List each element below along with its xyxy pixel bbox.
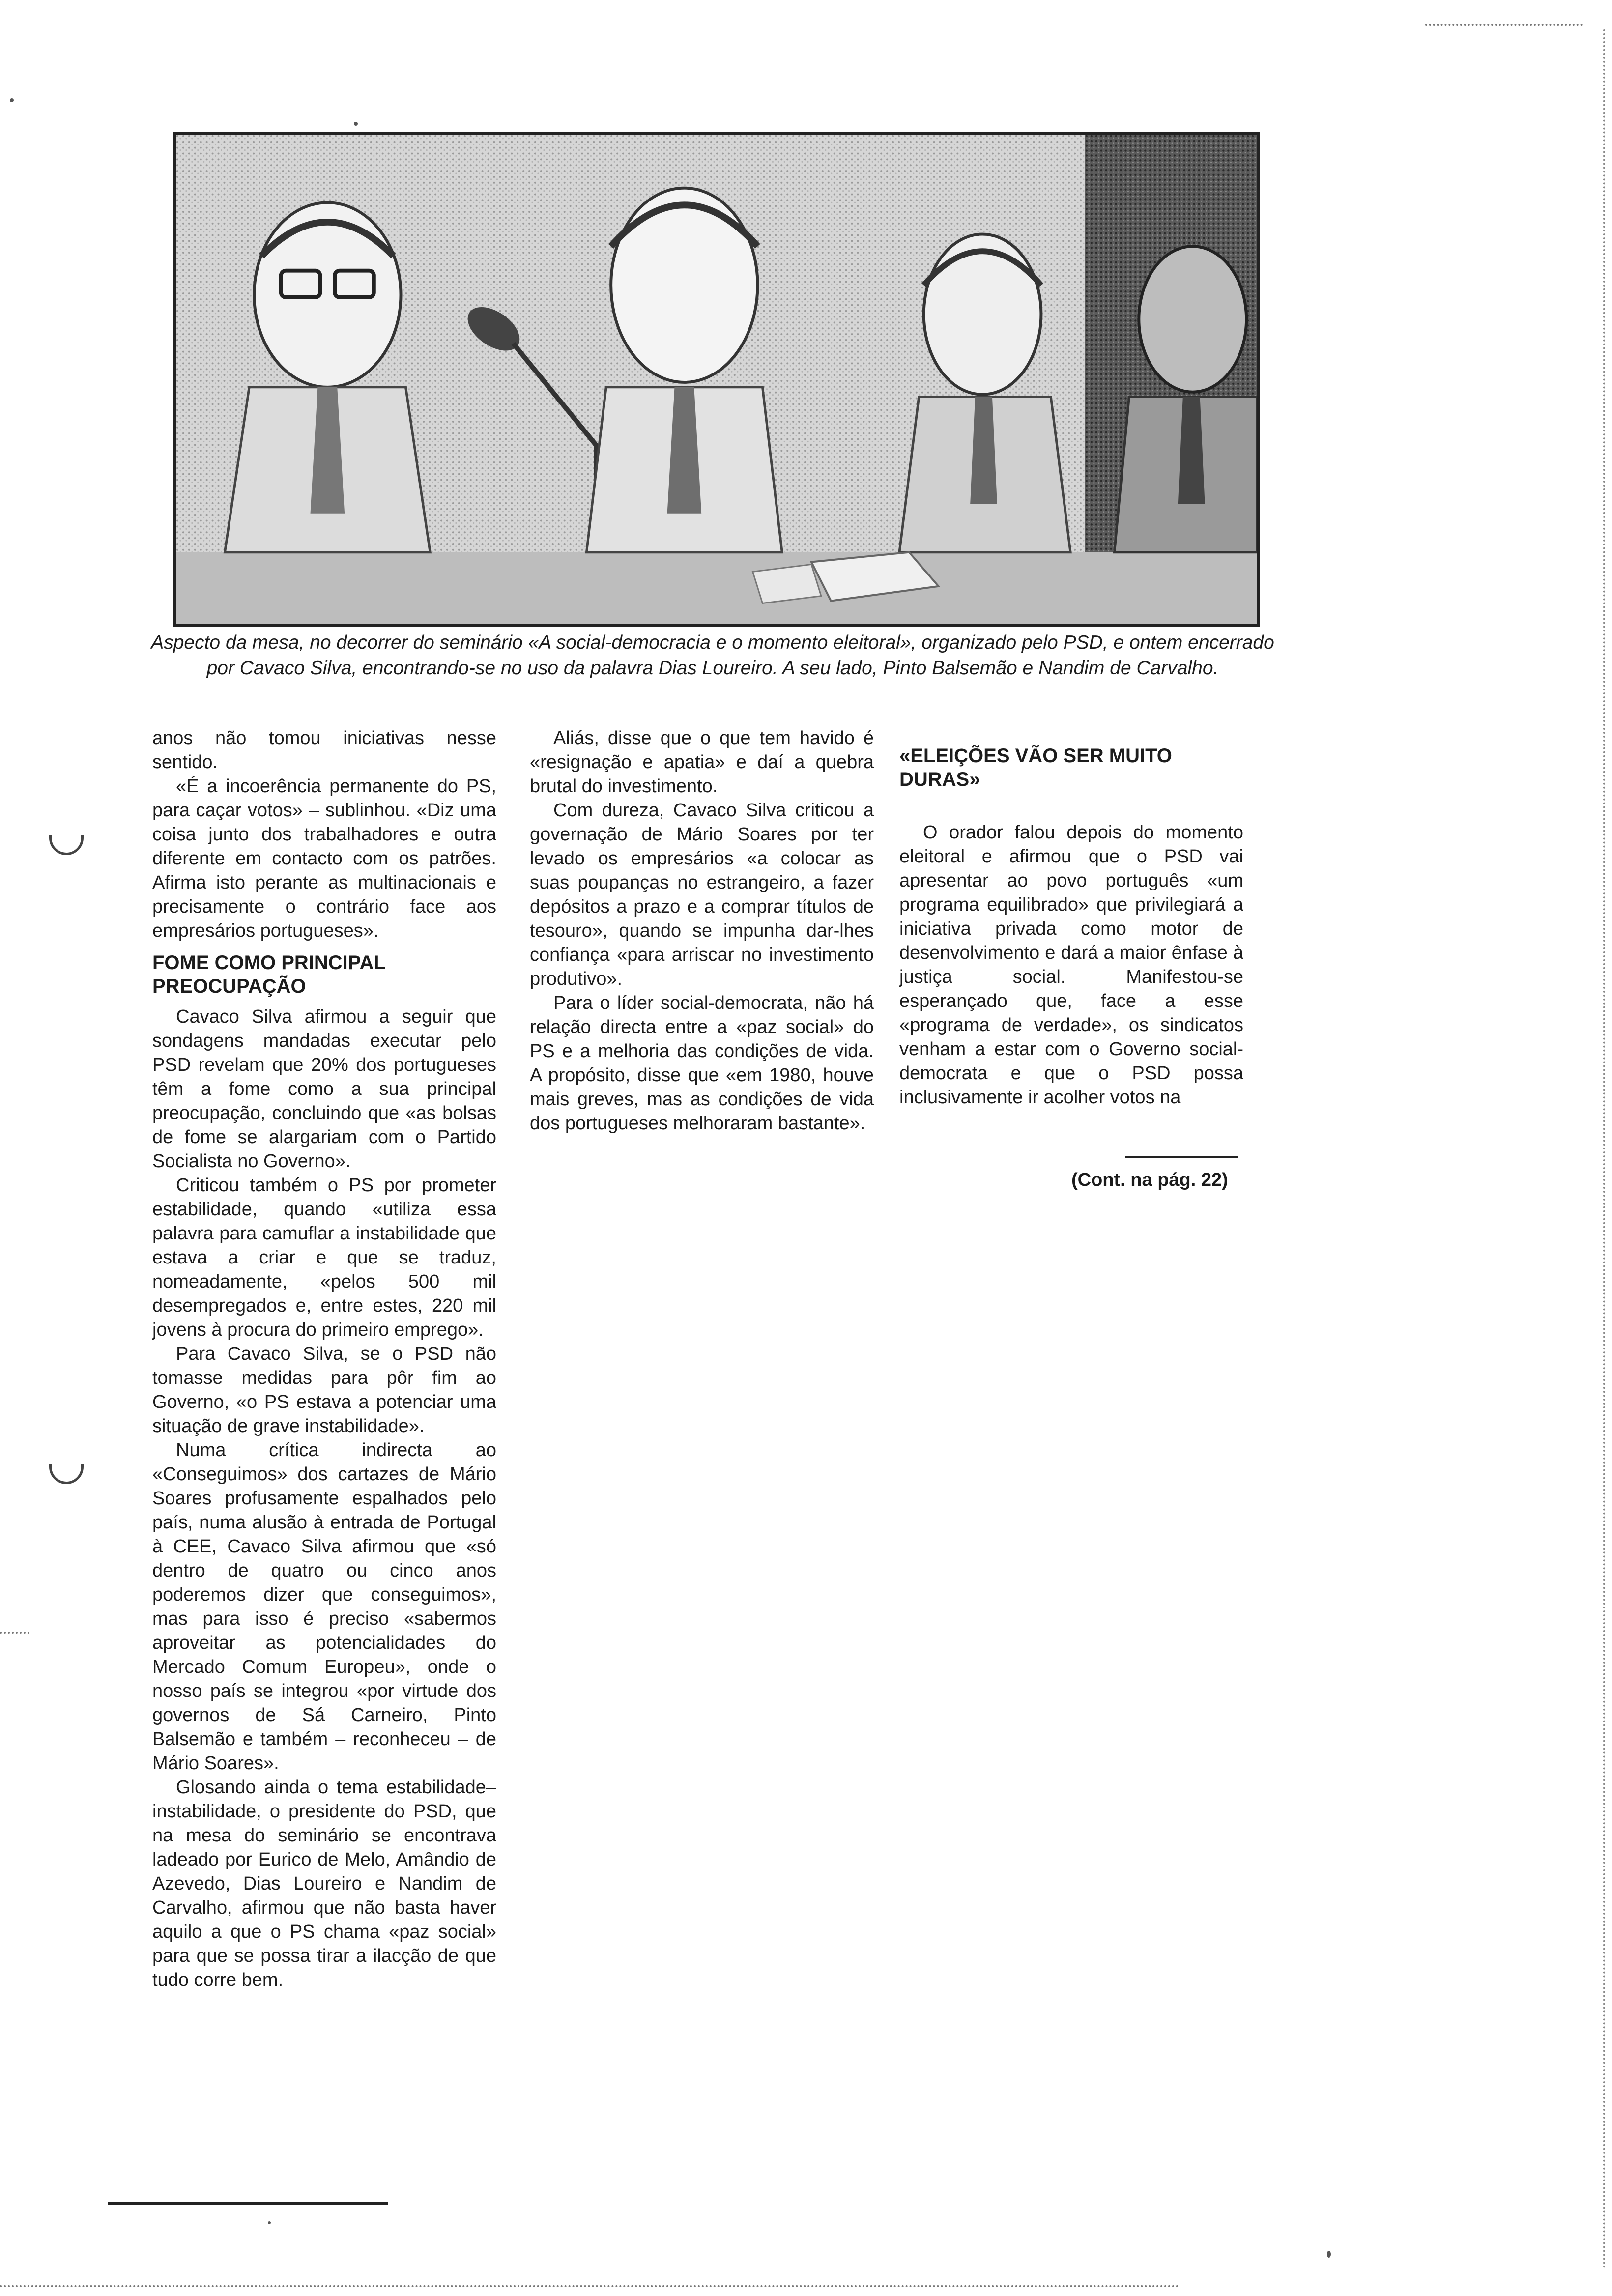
paragraph: Para Cavaco Silva, se o PSD não tomasse medidas para pôr fim ao Governo, «o PS estava a potenciar uma situação de grave instabilidade». [152,1344,496,1436]
seminar-photo [173,132,1260,627]
scan-speck [10,98,14,102]
scan-speck [354,122,358,126]
continued-note: (Cont. na pág. 22) [1071,1170,1228,1190]
scan-speck [268,2221,271,2224]
paragraph: Para o líder social-democrata, não há relação directa entre a «paz social» do PS e a melhoria das condições de vida. A propósito, disse que «em 1980, houve mais greves, mas as condições de vida dos portugueses melhoraram bastante». [530,993,874,1134]
paragraph: Numa crítica indirecta ao «Conseguimos» dos cartazes de Mário Soares profusamente espalhados pelo país, numa alusão à entrada de Portugal à CEE, Cavaco Silva afirmou que «só dentro de quatro ou cinco anos poderemos dizer que conseguimos», mas para isso é preciso «sabermos aproveitar as potencialidades do Mercado Comum Europeu», onde o nosso país se integrou «por virtude dos governos de Sá Carneiro, Pinto Balsemão e também – reconheceu – de Mário Soares». [152,1440,496,1774]
binder-hole-mark [49,1464,84,1484]
binder-hole-mark [49,835,84,855]
subheading-eleicoes: «ELEIÇÕES VÃO SER MUITO DURAS» [899,745,1172,790]
article-column-1 [152,726,496,1992]
scan-noise-right [1603,29,1605,2270]
article-column-2 [530,726,874,1136]
paragraph: anos não tomou iniciativas nesse sentido. [152,728,496,773]
paragraph: «É a incoerência permanente do PS, para caçar votos» – sublinhou. «Diz uma coisa junto dos trabalhadores e outra diferente em contacto com os patrões. Afirma isto perante as multinacionais e precisamente o contrário face aos empresários portugueses». [152,776,496,941]
paragraph: Aliás, disse que o que tem havido é «resignação e apatia» e daí a quebra brutal do investimento. [530,728,874,797]
paragraph: Cavaco Silva afirmou a seguir que sondagens mandadas executar pelo PSD revelam que 20% dos portugueses têm a fome como a sua principal preocupação, concluindo que «as bolsas de fome se alargariam com o Partido Socialista no Governo». [152,1006,496,1172]
paragraph: O orador falou depois do momento eleitoral e afirmou que o PSD vai apresentar ao povo português «um programa equilibrado» que privilegiará a iniciativa privada como motor de desenvolvimento e dará a maior ênfase à justiça social. Manifestou-se esperançado que, face a esse «programa de verdade», os sindicatos venham a estar com o Governo social-democrata e que o PSD possa inclusivamente ir acolher votos na [899,822,1243,1108]
scan-noise-left [0,1632,29,1634]
scan-speck [1327,2251,1331,2258]
article-column-3 [899,741,1243,1110]
seminar-photo-image [176,135,1257,624]
continuation-rule [1125,1156,1238,1158]
column-end-rule [108,2202,388,2205]
scan-noise-top [1425,24,1583,26]
subheading-fome: FOME COMO PRINCIPAL PREOCUPAÇÃO [152,952,386,997]
paragraph: Criticou também o PS por prometer estabilidade, quando «utiliza essa palavra para camuflar a instabilidade que estava a criar e que se traduz, nomeadamente, «pelos 500 mil desempregados e, entre estes, 220 mil jovens à procura do primeiro emprego». [152,1175,496,1340]
paragraph: Com dureza, Cavaco Silva criticou a governação de Mário Soares por ter levado os empresários «a colocar as suas poupanças no estrangeiro, a fazer depósitos a prazo e a comprar títulos de tesouro», quando se impunha dar-lhes confiança «para arriscar no investimento produtivo». [530,800,874,989]
scan-noise-bottom [0,2285,1180,2287]
paragraph: Glosando ainda o tema estabilidade–instabilidade, o presidente do PSD, que na mesa do seminário se encontrava ladeado por Eurico de Melo, Amândio de Azevedo, Dias Loureiro e Nandim de Carvalho, afirmou que não basta haver aquilo a que o PS chama «paz social» para que se possa tirar a ilacção de que tudo corre bem. [152,1777,496,1990]
photo-caption: Aspecto da mesa, no decorrer do seminário «A social-democracia e o momento eleitoral», organizado pelo PSD, e ontem encerrado por Cavaco Silva, encontrando-se no uso da palavra Dias Loureiro. A seu lado, Pinto Balsemão e Nandim de Carvalho. [151,632,1274,679]
